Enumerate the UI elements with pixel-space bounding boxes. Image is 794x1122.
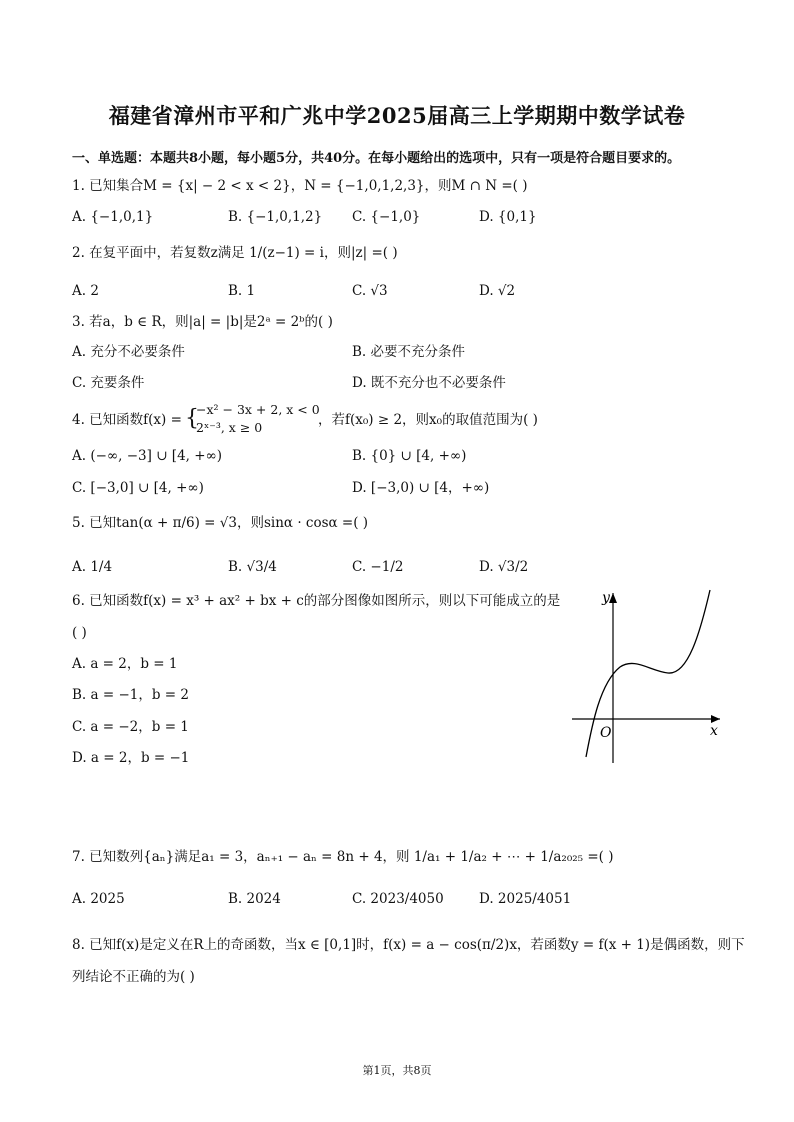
question-1: 1. 已知集合M = {x| − 2 < x < 2}，N = {−1,0,1,2,3}，则M ∩ N =( ) [72,178,528,194]
question-8: 8. 已知f(x)是定义在R上的奇函数，当x ∈ [0,1]时，f(x) = a − cos(π/2)x，若函数y = f(x + 1)是偶函数，则下 [72,937,745,953]
piecewise-case-2: 2ˣ⁻³, x ≥ 0 [196,420,263,435]
origin-label: O [600,725,612,741]
x-axis-label: x [710,723,718,739]
page-footer: 第1页，共8页 [362,1064,432,1077]
q7-option-a: A. 2025 [72,891,125,907]
q6-option-c: C. a = −2，b = 1 [72,719,189,735]
q6-option-b: B. a = −1，b = 2 [72,687,189,703]
q4-option-c: C. [−3,0] ∪ [4, +∞) [72,480,204,496]
q1-option-a: A. {−1,0,1} [72,209,154,225]
question-6-cont: ( ) [72,625,87,641]
q5-option-c: C. −1/2 [352,559,404,575]
q1-option-b: B. {−1,0,1,2} [228,209,323,225]
q3-option-c: C. 充要条件 [72,375,145,391]
q5-option-a: A. 1/4 [72,559,113,575]
q3-option-a: A. 充分不必要条件 [72,344,185,360]
q5-option-b: B. √3/4 [228,559,277,575]
piecewise-brace: { [185,406,199,431]
question-4-prefix: 4. 已知函数f(x) = [72,412,182,428]
question-4-suffix: ，若f(x₀) ≥ 2，则x₀的取值范围为( ) [318,412,538,428]
q1-option-d: D. {0,1} [479,209,537,225]
q4-option-d: D. [−3,0) ∪ [4，+∞) [352,480,490,496]
q6-option-d: D. a = 2，b = −1 [72,750,190,766]
cubic-function-graph [560,585,735,770]
question-6: 6. 已知函数f(x) = x³ + ax² + bx + c的部分图像如图所示，则以下可能成立的是 [72,593,561,609]
question-3: 3. 若a，b ∈ R，则|a| = |b|是2ᵃ = 2ᵇ的( ) [72,314,333,330]
question-5: 5. 已知tan(α + π/6) = √3，则sinα · cosα =( ) [72,515,369,531]
q5-option-d: D. √3/2 [479,559,529,575]
q4-option-b: B. {0} ∪ [4, +∞) [352,448,467,464]
page-title: 福建省漳州市平和广兆中学2025届高三上学期期中数学试卷 [108,103,686,128]
q6-option-a: A. a = 2，b = 1 [72,656,178,672]
q1-option-c: C. {−1,0} [352,209,421,225]
q2-option-d: D. √2 [479,283,516,299]
question-7: 7. 已知数列{aₙ}满足a₁ = 3，aₙ₊₁ − aₙ = 8n + 4，则 1/a₁ + 1/a₂ + ⋯ + 1/a₂₀₂₅ =( ) [72,849,614,865]
q3-option-b: B. 必要不充分条件 [352,344,466,360]
question-2: 2. 在复平面中，若复数z满足 1/(z−1) = i，则|z| =( ) [72,245,398,261]
q7-option-b: B. 2024 [228,891,281,907]
piecewise-case-1: −x² − 3x + 2, x < 0 [196,402,320,417]
x-axis-arrow [711,715,720,723]
question-8-cont: 列结论不正确的为( ) [72,969,195,985]
y-axis-arrow [609,593,617,603]
q2-option-c: C. √3 [352,283,388,299]
q2-option-b: B. 1 [228,283,256,299]
q7-option-d: D. 2025/4051 [479,891,572,907]
section-heading: 一、单选题：本题共8小题，每小题5分，共40分。在每小题给出的选项中，只有一项是符合题目要求的。 [72,151,681,166]
q2-option-a: A. 2 [72,283,99,299]
q4-option-a: A. (−∞, −3] ∪ [4, +∞) [72,448,223,464]
y-axis-label: y [602,590,610,606]
q7-option-c: C. 2023/4050 [352,891,444,907]
q3-option-d: D. 既不充分也不必要条件 [352,375,506,391]
